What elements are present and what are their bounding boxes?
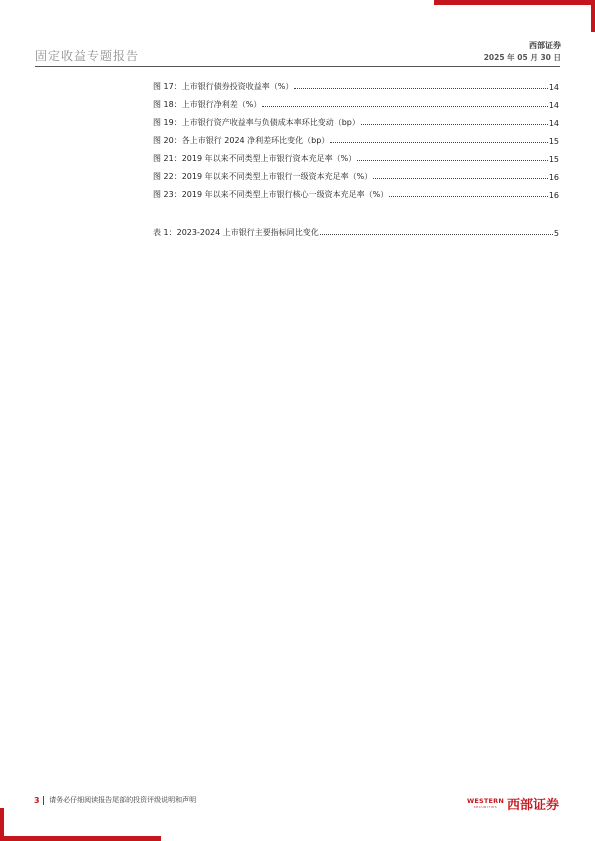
toc-entry-label: 表 1：2023-2024 上市银行主要指标同比变化 <box>153 228 319 237</box>
logo-english: WESTERN <box>466 797 504 805</box>
toc-entry-label: 图 17：上市银行债券投资收益率（%） <box>153 82 294 91</box>
toc-leader-dots <box>320 234 553 235</box>
page-number: 3 <box>34 795 40 805</box>
logo-chinese: 西部证券 <box>506 798 559 813</box>
toc-entry-page: 14 <box>548 119 559 128</box>
toc-entry-page: 15 <box>548 137 559 146</box>
toc-leader-dots <box>389 196 548 197</box>
toc-leader-dots <box>262 106 547 107</box>
company-logo <box>467 794 559 813</box>
toc-entry-page: 14 <box>548 101 559 110</box>
toc-entry-label: 图 19：上市银行资产收益率与负债成本率环比变动（bp） <box>153 118 360 127</box>
toc-entry-page: 16 <box>548 173 559 182</box>
header-divider <box>35 66 560 67</box>
toc-leader-dots <box>373 178 548 179</box>
toc-entry-page: 5 <box>553 229 559 238</box>
bottom-corner-bar <box>0 836 161 841</box>
toc-entry[interactable] <box>153 182 559 200</box>
toc-entry[interactable] <box>153 128 559 146</box>
toc-entry-page: 16 <box>548 191 559 200</box>
toc-leader-dots <box>294 88 547 89</box>
footer-disclaimer: 请务必仔细阅读报告尾部的投资评级说明和声明 <box>49 796 197 804</box>
report-date: 2025 年 05 月 30 日 <box>483 53 561 62</box>
toc-entry-page: 14 <box>548 83 559 92</box>
toc-entry[interactable] <box>153 220 559 238</box>
toc-entry-label: 图 20：各上市银行 2024 净利差环比变化（bp） <box>153 136 330 145</box>
tables-toc <box>153 220 559 238</box>
toc-entry-label: 图 21：2019 年以来不同类型上市银行资本充足率（%） <box>153 154 357 163</box>
toc-entry-page: 15 <box>548 155 559 164</box>
toc-entry-label: 图 23：2019 年以来不同类型上市银行核心一级资本充足率（%） <box>153 190 389 199</box>
header-brand: 西部证券 <box>529 41 561 50</box>
logo-mark <box>467 798 504 809</box>
report-type-title: 固定收益专题报告 <box>35 49 140 63</box>
toc-entry[interactable] <box>153 146 559 164</box>
toc-leader-dots <box>361 124 548 125</box>
figures-toc <box>153 74 559 200</box>
header-right <box>484 40 561 63</box>
top-corner-bar-vertical <box>591 0 595 32</box>
toc-leader-dots <box>357 160 548 161</box>
toc-entry[interactable] <box>153 164 559 182</box>
logo-english-sub: SECURITIES <box>473 805 498 809</box>
toc-entry[interactable] <box>153 74 559 92</box>
toc-entry-label: 图 22：2019 年以来不同类型上市银行一级资本充足率（%） <box>153 172 373 181</box>
toc-entry-label: 图 18：上市银行净利差（%） <box>153 100 262 109</box>
footer-divider <box>43 796 45 805</box>
toc-leader-dots <box>330 142 547 143</box>
toc-entry[interactable] <box>153 110 559 128</box>
bottom-corner-bar-vertical <box>0 808 4 841</box>
top-corner-bar <box>434 0 595 5</box>
toc-entry[interactable] <box>153 92 559 110</box>
footer <box>34 795 196 805</box>
